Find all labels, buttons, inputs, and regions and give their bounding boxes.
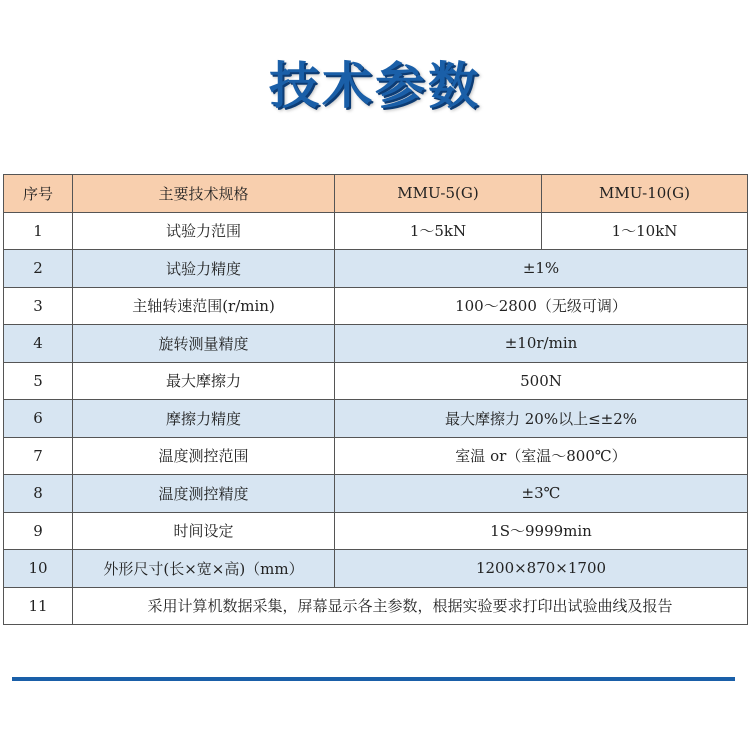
row-index: 9 [4, 512, 73, 550]
row-value: 室温 or（室温～800℃） [335, 437, 748, 475]
row-spec-name: 试验力范围 [73, 212, 335, 250]
spec-table [3, 174, 748, 625]
row-spec-name: 主轴转速范围(r/min) [73, 287, 335, 325]
row-index: 7 [4, 437, 73, 475]
table-row [4, 212, 748, 250]
table-row [4, 512, 748, 550]
row-index: 11 [4, 587, 73, 625]
row-spec-name: 试验力精度 [73, 250, 335, 288]
header-spec-name: 主要技术规格 [73, 175, 335, 213]
row-spec-name: 时间设定 [73, 512, 335, 550]
row-index: 8 [4, 475, 73, 513]
row-value: 1S～9999min [335, 512, 748, 550]
table-row [4, 287, 748, 325]
row-index: 3 [4, 287, 73, 325]
row-value: 1200×870×1700 [335, 550, 748, 588]
table-row [4, 475, 748, 513]
row-spec-name: 温度测控范围 [73, 437, 335, 475]
row-value: ±10r/min [335, 325, 748, 363]
table-row [4, 437, 748, 475]
table-row [4, 550, 748, 588]
row-value: ±1% [335, 250, 748, 288]
row-value-model-a: 1～5kN [335, 212, 542, 250]
row-value: 最大摩擦力 20%以上≤±2% [335, 400, 748, 438]
page-title: 技术参数 [269, 57, 481, 115]
bottom-divider [12, 677, 735, 681]
table-row [4, 587, 748, 625]
row-spec-name: 外形尺寸(长×宽×高)（mm） [73, 550, 335, 588]
row-spec-name: 最大摩擦力 [73, 362, 335, 400]
header-model-b: MMU-10(G) [542, 175, 748, 213]
row-value: 500N [335, 362, 748, 400]
row-index: 10 [4, 550, 73, 588]
header-model-a: MMU-5(G) [335, 175, 542, 213]
row-note: 采用计算机数据采集，屏幕显示各主参数，根据实验要求打印出试验曲线及报告 [73, 587, 748, 625]
row-value-model-b: 1～10kN [542, 212, 748, 250]
row-index: 5 [4, 362, 73, 400]
row-spec-name: 旋转测量精度 [73, 325, 335, 363]
row-value: ±3℃ [335, 475, 748, 513]
table-row [4, 325, 748, 363]
table-row [4, 250, 748, 288]
row-index: 1 [4, 212, 73, 250]
table-row [4, 400, 748, 438]
table-header-row [4, 175, 748, 213]
row-value: 100～2800（无级可调） [335, 287, 748, 325]
row-index: 6 [4, 400, 73, 438]
header-index: 序号 [4, 175, 73, 213]
row-spec-name: 温度测控精度 [73, 475, 335, 513]
row-spec-name: 摩擦力精度 [73, 400, 335, 438]
row-index: 2 [4, 250, 73, 288]
row-index: 4 [4, 325, 73, 363]
table-row [4, 362, 748, 400]
